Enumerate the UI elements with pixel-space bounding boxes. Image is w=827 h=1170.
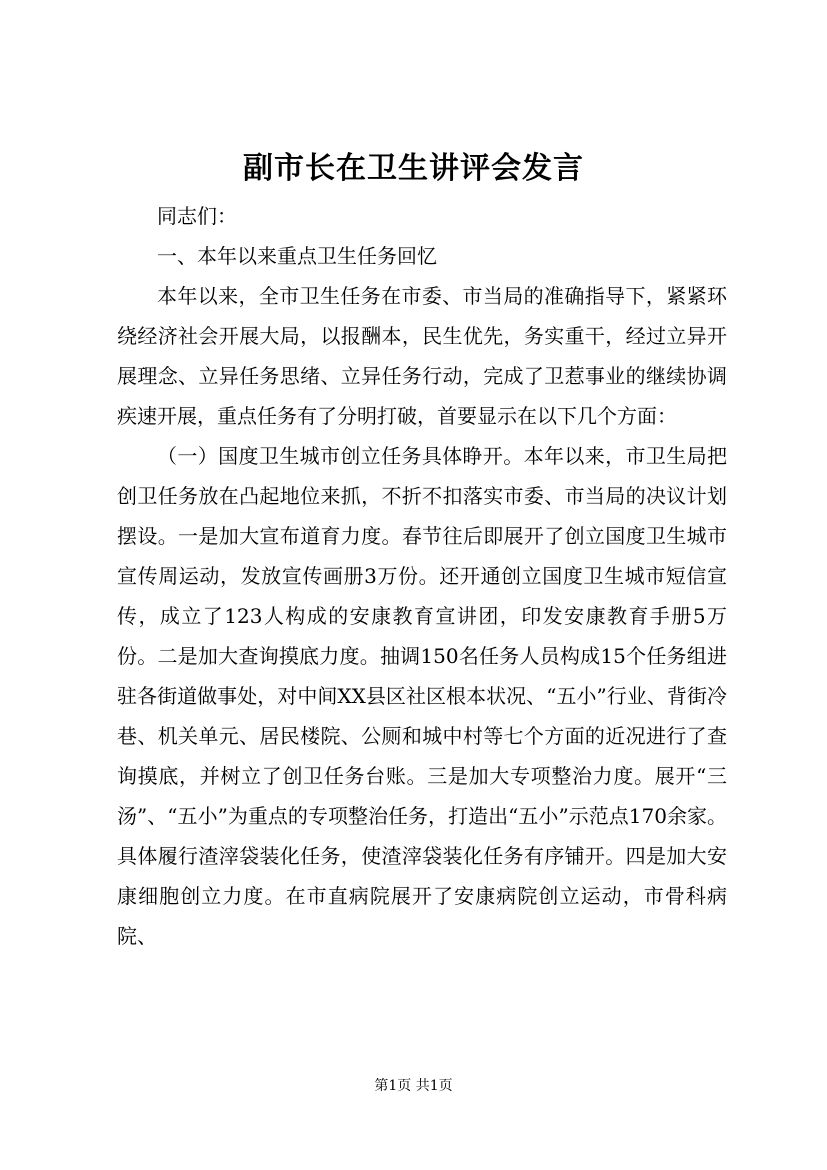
body-paragraph: 本年以来，全市卫生任务在市委、市当局的准确指导下，紧紧环绕经济社会开展大局，以报酬本，民生优先，务实重干，经过立异开展理念、立异任务思绪、立异任务行动，完成了卫惹事业的继续协调疾速开展，重点任务有了分明打破，首要显示在以下几个方面： (117, 284, 727, 428)
document-title: 副市长在卫生讲评会发言 (243, 151, 584, 186)
body-paragraph: （一）国度卫生城市创立任务具体睁开。本年以来，市卫生局把创卫任务放在凸起地位来抓，不折不扣落实市委、市当局的决议计划摆设。一是加大宣布道育力度。春节往后即展开了创立国度卫生城市宣传周运动，发放宣传画册3万份。还开通创立国度卫生城市短信宣传，成立了123人构成的安康教育宣讲团，印发安康教育手册5万份。二是加大查询摸底力度。抽调150名任务人员构成15个任务组进驻各街道做事处，对中间XX县区社区根本状况、“五小”行业、背街冷巷、机关单元、居民楼院、公厕和城中村等七个方面的近况进行了查询摸底，并树立了创卫任务台账。三是加大专项整治力度。展开“三汤”、“五小”为重点的专项整治任务，打造出“五小”示范点170余家。具体履行渣滓袋装化任务，使渣滓袋装化任务有序铺开。四是加大安康细胞创立力度。在市直病院展开了安康病院创立运动，市骨科病院、 (117, 444, 727, 948)
section-heading: 一、本年以来重点卫生任务回忆 (157, 244, 437, 268)
greeting-paragraph: 同志们： (157, 204, 237, 228)
page-number-footer: 第1页 共1页 (374, 1078, 453, 1094)
document-body (117, 196, 727, 956)
